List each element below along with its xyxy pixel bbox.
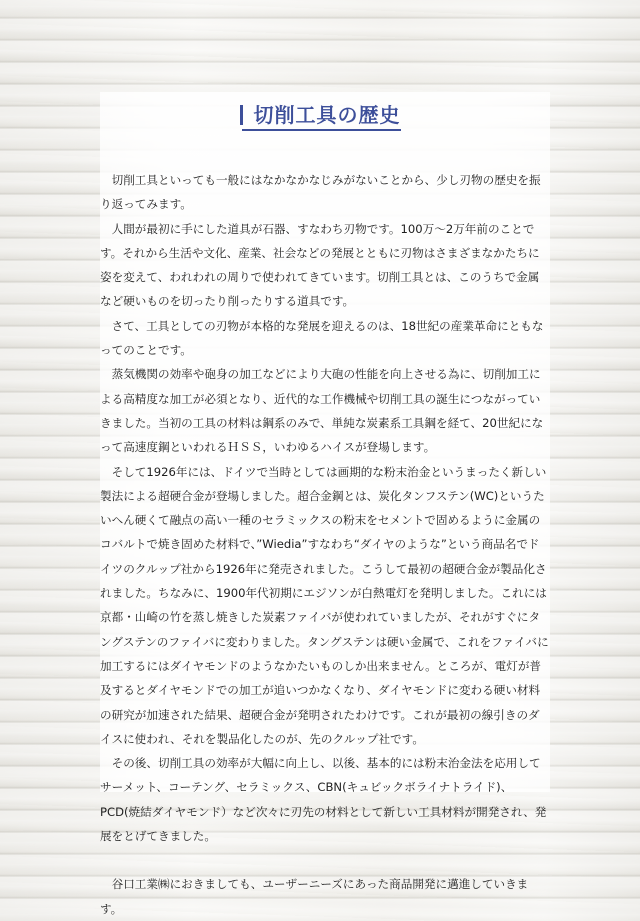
- paragraph-intro: 切削工具といっても一般にはなかなかなじみがないことから、少し刃物の歴史を振り返ってみます。: [100, 173, 541, 212]
- paragraph-industrial-revolution: さて、工具としての刃物が本格的な発展を迎えるのは、18世紀の産業革命にともなってのことです。: [100, 318, 544, 358]
- title-accent-bar: [240, 105, 243, 125]
- paragraph-cemented-carbide: そして1926年には、ドイツで当時としては画期的な粉末治金というまったく新しい製法による超硬合金が登場しました。超合金鋼とは、炭化タンフステン(WC)というたいへん硬くて融点の高い一種のセラミックスの粉末をセメントで固めるように金属のコバルトで焼き固めた材料で、”Wiedia”すなわち“ダイヤのような”という商品名でドイツのクルップ社から1926年に発売されました。こうして最初の超硬合金が製品化されました。ちなみに、1900年代初期にエジソンが白熱電灯を発明しました。これには京都・山崎の竹を蒸し焼きした炭素ファイバが使われていましたが、それがすぐにタングステンのファイバに変わりました。タングステンは硬い金属で、これをファイバに加工するにはダイヤモンドのようなかたいものしか出来ません。ところが、電灯が普及するとダイヤモンドでの加工が追いつかなくなり、ダイヤモンドに変わる硬い材料の研究が加速された結果、超硬合金が発明されたわけです。これが最初の線引きのダイスに使われ、それを製品化したのが、先のクルップ社です。: [100, 464, 549, 746]
- article-body: [100, 168, 550, 921]
- paragraph-origins: 人間が最初に手にした道具が石器、すなわち刃物です。100万〜2万年前のことです。それから生活や文化、産業、社会などの発展とともに刃物はさまざまなかたちに姿を変えて、われわれの周りで使われてきています。切削工具とは、このうちで金属など硬いものを切ったり削ったりする道具です。: [100, 221, 540, 309]
- header: [0, 100, 640, 130]
- page-title-text: 切削工具の歴史: [253, 103, 401, 127]
- title-underline: [242, 129, 401, 131]
- paragraph-modern-materials: その後、切削工具の効率が大幅に向上し、以後、基本的には粉末治金法を応用してサーメット、コーテング、セラミックス、CBN(キュビックボライナトライド)、PCD(焼結ダイヤモンド）など次々に刃先の材料として新しい工具材料が開発され、発展をとげてきました。: [100, 756, 547, 844]
- paragraph-closing: 谷口工業㈱におきましても、ユーザーニーズにあった商品開発に邁進していきます。: [100, 877, 529, 916]
- paragraph-machine-tools: 蒸気機関の効率や砲身の加工などにより大砲の性能を向上させる為に、切削加工による高精度な加工が必須となり、近代的な工作機械や切削工具の誕生につながっていきました。当初の工具の材料は鋼系のみで、単純な炭素系工具鋼を経て、20世紀になって高速度鋼といわれるＨＳＳ，いわゆるハイスが登場します。: [100, 367, 544, 455]
- page-title: [240, 100, 401, 130]
